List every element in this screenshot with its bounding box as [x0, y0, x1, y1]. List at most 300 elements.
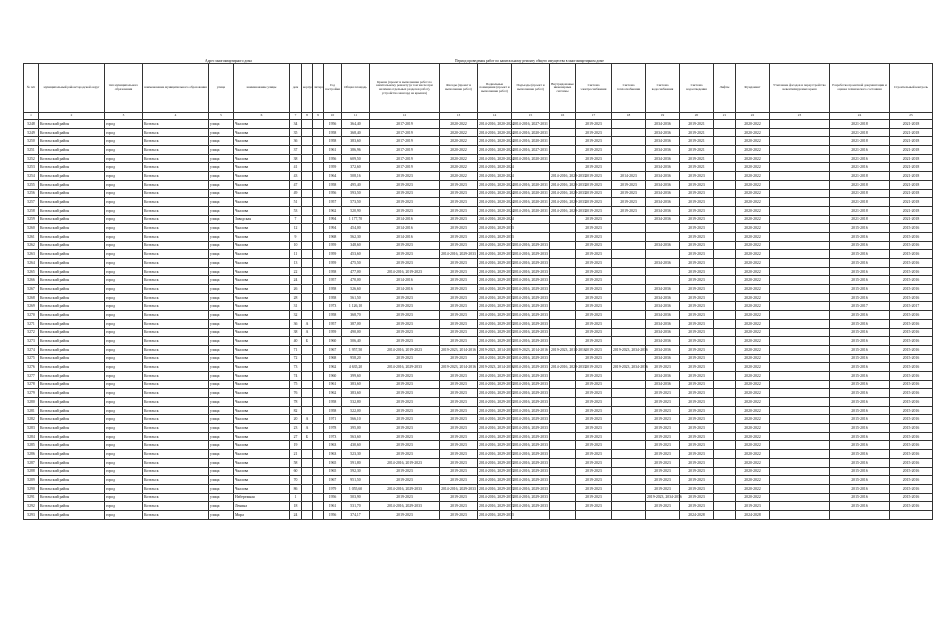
table-cell: 2020-2022 [736, 345, 770, 354]
table-cell: 372,60 [342, 163, 370, 172]
table-cell: 2014-2016, 2029-2033 [550, 180, 576, 189]
table-cell: Чкалова [234, 163, 290, 172]
table-cell: 2014-2016, 2029-2033 [512, 267, 550, 276]
table-cell [313, 450, 324, 459]
table-cell: 1956 [324, 154, 342, 163]
table-cell: 2019-2023 [370, 371, 440, 380]
table-cell: 2015-2016 [830, 484, 890, 493]
table-cell: 2020-2022 [736, 354, 770, 363]
table-row [24, 424, 933, 433]
table-cell: 2014-2016, 2029-2033 [478, 293, 512, 302]
table-cell [550, 510, 576, 519]
table-cell: Чкалова [234, 380, 290, 389]
table-cell [313, 389, 324, 398]
table-cell: 958,20 [342, 354, 370, 363]
table-cell: 2019-2023 [576, 345, 612, 354]
table-cell [770, 424, 830, 433]
table-cell: Козельский район [39, 493, 105, 502]
table-cell: 2019-2023 [440, 328, 478, 337]
table-cell: 2019-2023 [440, 389, 478, 398]
table-cell [313, 180, 324, 189]
table-cell: 2019-2023 [576, 476, 612, 485]
table-cell: 2019-2023 [680, 224, 714, 233]
table-cell: Чкалова [234, 389, 290, 398]
table-cell: 2019-2023, 2034-2036 [646, 493, 680, 502]
table-cell: 2015-2016 [890, 441, 933, 450]
table-cell: Козельск [143, 484, 209, 493]
table-cell: 2019-2021 [680, 128, 714, 137]
table-cell: город [105, 458, 143, 467]
table-cell: 2014-2016, 2029-2033 [550, 198, 576, 207]
table-cell: 2019-2023 [370, 510, 440, 519]
table-cell [770, 163, 830, 172]
table-cell [770, 328, 830, 337]
table-cell: 2014-2016, 2020-2031 [512, 206, 550, 215]
table-cell: 2014-2016, 2020-2024 [478, 206, 512, 215]
table-cell: 5292 [24, 502, 39, 511]
table-cell: Мира [234, 510, 290, 519]
table-cell: Козельск [143, 493, 209, 502]
table-cell: 2021-2016 [830, 146, 890, 155]
table-cell: 2019-2023 [370, 415, 440, 424]
table-row [24, 285, 933, 294]
table-cell: город [105, 128, 143, 137]
table-cell [714, 415, 736, 424]
table-cell: 2021-2018 [830, 198, 890, 207]
table-cell: 2019-2023, 2014-2016 [440, 363, 478, 372]
table-cell: Чкалова [234, 232, 290, 241]
table-row [24, 163, 933, 172]
column-number: 9 [313, 113, 324, 120]
table-cell [612, 337, 646, 346]
table-cell: 2014-2016, 2029-2033 [550, 172, 576, 181]
table-row [24, 337, 933, 346]
table-cell [302, 285, 313, 294]
table-cell: 2019-2023 [680, 189, 714, 198]
table-cell: 2014-2016, 2020-2031 [512, 154, 550, 163]
table-cell: 2034-2036 [646, 206, 680, 215]
table-cell: 5257 [24, 198, 39, 207]
table-cell: Чкалова [234, 259, 290, 268]
table-cell: 2019-2023, 2014-2016 [478, 345, 512, 354]
table-cell: улица [209, 285, 234, 294]
table-cell [550, 337, 576, 346]
table-cell: 2021-2018 [890, 198, 933, 207]
table-cell: город [105, 484, 143, 493]
table-cell: Козельский район [39, 224, 105, 233]
table-cell: 2014-2016, 2029-2033 [478, 319, 512, 328]
table-cell: 5256 [24, 189, 39, 198]
table-cell: 2021-2018 [830, 180, 890, 189]
table-cell [770, 146, 830, 155]
table-cell: 21 [290, 450, 302, 459]
table-cell: 2014-2016, 2027-2031 [512, 146, 550, 155]
table-cell: 2019-2023, 2014-2016 [550, 345, 576, 354]
column-number: 15 [512, 113, 550, 120]
table-cell: 2021-2018 [830, 172, 890, 181]
table-cell: Чкалова [234, 337, 290, 346]
table-cell: 2014-2016, 2029-2033 [478, 232, 512, 241]
table-cell: 1960 [324, 337, 342, 346]
table-cell: 2015-2016 [890, 458, 933, 467]
table-cell: 36 [290, 319, 302, 328]
table-cell: 2019-2023 [576, 224, 612, 233]
table-cell: Козельск [143, 450, 209, 459]
table-cell [770, 441, 830, 450]
table-cell: 2020-2022 [736, 311, 770, 320]
table-cell: 2014-2016, 2029-2033 [478, 458, 512, 467]
column-header: литера [313, 64, 324, 113]
table-cell: город [105, 267, 143, 276]
table-cell: 573,50 [342, 198, 370, 207]
table-cell: 2019-2023 [440, 302, 478, 311]
table-cell: Чкалова [234, 224, 290, 233]
table-cell [714, 328, 736, 337]
table-cell [770, 276, 830, 285]
table-cell [313, 476, 324, 485]
table-cell: 38 [290, 154, 302, 163]
table-cell: 348,60 [342, 241, 370, 250]
column-number: 11 [342, 113, 370, 120]
table-cell: 5285 [24, 441, 39, 450]
table-cell [550, 484, 576, 493]
table-cell: Козельский район [39, 232, 105, 241]
table-cell: 2015-2016 [830, 424, 890, 433]
table-cell: А [302, 319, 313, 328]
table-cell: 2020-2022 [736, 180, 770, 189]
table-cell: 1 177,70 [342, 215, 370, 224]
table-cell: 2020-2022 [736, 450, 770, 459]
table-cell: 2020-2022 [736, 467, 770, 476]
table-cell: улица [209, 458, 234, 467]
column-number: 21 [714, 113, 736, 120]
table-cell [770, 398, 830, 407]
table-cell: 2015-2016 [890, 241, 933, 250]
table-cell: 2014-2016, 2029-2033 [512, 432, 550, 441]
table-cell [302, 206, 313, 215]
table-cell: 2015-2016 [890, 276, 933, 285]
table-cell: 2015-2016 [890, 398, 933, 407]
table-row [24, 224, 933, 233]
table-cell: 2017-2019 [370, 128, 440, 137]
table-cell [302, 180, 313, 189]
table-cell: 2019-2023 [576, 441, 612, 450]
table-cell [714, 502, 736, 511]
table-cell: Козельский район [39, 180, 105, 189]
table-cell [313, 441, 324, 450]
table-cell: 86 [290, 484, 302, 493]
table-cell: Козельск [143, 137, 209, 146]
table-cell: 2019-2023 [576, 363, 612, 372]
table-cell [612, 215, 646, 224]
table-cell: 2015-2016 [890, 389, 933, 398]
table-cell: 2014-2016, 2029-2033 [512, 354, 550, 363]
table-cell: 2019-2023 [440, 467, 478, 476]
table-cell: 2019-2023 [370, 259, 440, 268]
table-cell: 2021-2018 [890, 128, 933, 137]
table-cell [714, 241, 736, 250]
table-cell: 5268 [24, 293, 39, 302]
table-cell: 1958 [324, 267, 342, 276]
table-cell: 2019-2023 [576, 276, 612, 285]
table-cell: 2014-2016, 2029-2033 [512, 484, 550, 493]
table-cell: 374,17 [342, 510, 370, 519]
table-cell: 2019-2023 [440, 311, 478, 320]
table-cell [770, 128, 830, 137]
table-cell: 1956 [324, 493, 342, 502]
table-cell: Чкалова [234, 371, 290, 380]
table-cell: 1957 [324, 198, 342, 207]
table-cell: 5279 [24, 389, 39, 398]
table-cell [550, 224, 576, 233]
table-cell: Козельск [143, 424, 209, 433]
table-cell [830, 510, 890, 519]
table-cell [612, 146, 646, 155]
table-cell: Козельск [143, 241, 209, 250]
table-cell: 531,70 [342, 502, 370, 511]
table-cell: 2015-2016 [890, 484, 933, 493]
table-cell: А [302, 328, 313, 337]
table-cell: 2019-2023 [576, 424, 612, 433]
table-cell [612, 502, 646, 511]
table-cell: 2015-2016 [890, 345, 933, 354]
table-cell [302, 302, 313, 311]
table-cell: 2019-2023 [576, 302, 612, 311]
table-cell: 2019-2023 [440, 337, 478, 346]
table-cell: 2019-2023 [370, 311, 440, 320]
table-cell [302, 120, 313, 129]
table-cell [770, 406, 830, 415]
table-cell: 5290 [24, 484, 39, 493]
table-cell: 2020-2022 [736, 128, 770, 137]
table-cell: Козельск [143, 398, 209, 407]
table-cell [313, 415, 324, 424]
table-cell: улица [209, 476, 234, 485]
table-cell: 2020-2022 [440, 137, 478, 146]
table-cell: город [105, 380, 143, 389]
table-cell [302, 198, 313, 207]
table-cell [714, 146, 736, 155]
table-cell: 2014-2016, 2029-2033 [478, 484, 512, 493]
column-number: 17 [576, 113, 612, 120]
table-cell: 2021-2018 [890, 189, 933, 198]
table-cell: 2019-2023 [680, 424, 714, 433]
table-cell: 2020-2022 [736, 215, 770, 224]
table-cell: 2014-2016, 2020-2024 [478, 215, 512, 224]
column-header: № п/п [24, 64, 39, 113]
table-cell: 2019-2023 [576, 450, 612, 459]
table-cell: А [302, 415, 313, 424]
table-cell: 2034-2036 [646, 345, 680, 354]
table-row [24, 493, 933, 502]
table-cell: 37 [290, 146, 302, 155]
table-cell [313, 120, 324, 129]
table-cell: 2019-2023 [680, 406, 714, 415]
table-cell: улица [209, 180, 234, 189]
table-cell: город [105, 189, 143, 198]
table-cell: 2020-2022 [736, 441, 770, 450]
column-header: Система водоотведения [680, 64, 714, 113]
table-cell: Козельск [143, 337, 209, 346]
table-cell [714, 441, 736, 450]
table-cell [313, 328, 324, 337]
table-cell: Козельский район [39, 198, 105, 207]
table-cell: 2019-2023 [680, 502, 714, 511]
table-cell: 2034-2036 [646, 354, 680, 363]
table-cell: 2019-2023 [440, 276, 478, 285]
table-cell: Козельский район [39, 510, 105, 519]
table-cell: 2034-2036 [646, 319, 680, 328]
table-cell: 2014-2016, 2029-2033 [512, 450, 550, 459]
table-cell: Козельский район [39, 502, 105, 511]
table-cell: 2017-2019 [370, 137, 440, 146]
table-cell: Козельск [143, 120, 209, 129]
table-cell: город [105, 354, 143, 363]
table-cell: улица [209, 154, 234, 163]
table-cell: 2019-2023 [680, 476, 714, 485]
table-cell [550, 467, 576, 476]
table-cell [313, 458, 324, 467]
table-cell: 2019-2023 [646, 484, 680, 493]
table-cell [302, 354, 313, 363]
table-cell: 2019-2023, 2014-2016 [512, 345, 550, 354]
table-cell [313, 406, 324, 415]
table-cell: Козельск [143, 432, 209, 441]
table-cell: 506,40 [342, 337, 370, 346]
table-cell: 2019-2023 [646, 398, 680, 407]
table-cell: 2014-2016, 2020-2024 [478, 189, 512, 198]
table-cell: 2019-2021 [680, 146, 714, 155]
table-cell: 2019-2023 [370, 198, 440, 207]
table-cell: 2019-2023 [370, 206, 440, 215]
table-cell [612, 371, 646, 380]
table-cell [714, 467, 736, 476]
table-cell: Чкалова [234, 241, 290, 250]
table-cell: 2020-2022 [736, 172, 770, 181]
table-cell [313, 345, 324, 354]
table-cell: 2019-2021 [680, 137, 714, 146]
table-cell [550, 232, 576, 241]
table-cell [313, 302, 324, 311]
table-cell: Чкалова [234, 293, 290, 302]
table-cell: Козельск [143, 180, 209, 189]
table-cell: 5262 [24, 241, 39, 250]
table-cell: 1994 [324, 224, 342, 233]
table-cell: 2020-2022 [736, 476, 770, 485]
table-cell [302, 467, 313, 476]
table-cell: 2019-2023 [646, 476, 680, 485]
table-cell: 2015-2016 [830, 241, 890, 250]
table-cell [770, 389, 830, 398]
table-cell: 60 [290, 467, 302, 476]
table-cell: 2019-2023 [576, 371, 612, 380]
table-cell: 1958 [324, 128, 342, 137]
table-cell: город [105, 432, 143, 441]
table-cell: Козельский район [39, 371, 105, 380]
table-cell: Козельский район [39, 345, 105, 354]
table-cell: улица [209, 137, 234, 146]
table-cell [770, 302, 830, 311]
table-cell: 2014-2016, 2020-2031 [512, 180, 550, 189]
table-cell: 1964 [324, 172, 342, 181]
table-cell: 2019-2023 [576, 337, 612, 346]
table-cell: 503,90 [342, 493, 370, 502]
table-cell: Козельский район [39, 163, 105, 172]
table-cell: 19 [290, 441, 302, 450]
column-number: 10 [324, 113, 342, 120]
table-row [24, 146, 933, 155]
table-cell: улица [209, 311, 234, 320]
table-cell: улица [209, 371, 234, 380]
table-cell [313, 467, 324, 476]
table-cell [302, 224, 313, 233]
table-cell: 2015-2016 [830, 232, 890, 241]
table-cell [612, 406, 646, 415]
table-cell: 2014-2016, 2029-2033 [512, 389, 550, 398]
table-cell: улица [209, 441, 234, 450]
table-cell: улица [209, 389, 234, 398]
table-cell: 2019-2023 [440, 189, 478, 198]
table-cell: Козельск [143, 215, 209, 224]
table-cell: Козельск [143, 467, 209, 476]
table-cell: 2014-2016 [370, 232, 440, 241]
table-cell [714, 259, 736, 268]
table-cell: 2019-2023 [440, 406, 478, 415]
table-row [24, 241, 933, 250]
table-cell [313, 293, 324, 302]
table-cell: 2014-2016 [370, 224, 440, 233]
table-cell: 2019-2023 [576, 259, 612, 268]
table-cell [714, 267, 736, 276]
table-cell [770, 502, 830, 511]
table-cell: 2019-2023 [440, 285, 478, 294]
table-cell: 2019-2023 [680, 432, 714, 441]
table-cell: 1965 [324, 467, 342, 476]
table-cell: 2019-2023 [576, 502, 612, 511]
table-cell: 2019-2023 [576, 189, 612, 198]
table-cell: 2019-2023 [440, 241, 478, 250]
table-cell [550, 311, 576, 320]
table-cell [770, 285, 830, 294]
table-cell: 1958 [324, 293, 342, 302]
table-cell: 2015-2016 [830, 415, 890, 424]
table-cell: Козельский район [39, 476, 105, 485]
table-cell: 2015-2016 [890, 380, 933, 389]
table-cell [770, 259, 830, 268]
table-cell: 43 [290, 172, 302, 181]
table-cell [313, 285, 324, 294]
table-cell [714, 424, 736, 433]
table-cell: 51 [290, 198, 302, 207]
table-cell: 2020-2022 [736, 398, 770, 407]
table-cell: 2020-2022 [736, 415, 770, 424]
table-cell: 2014-2016, 2029-2033 [550, 189, 576, 198]
table-cell: 2014-2016, 2029-2033 [512, 311, 550, 320]
table-cell: Козельск [143, 363, 209, 372]
table-cell: 2019-2023 [680, 441, 714, 450]
table-cell [770, 224, 830, 233]
table-cell: 2019-2023, 2014-2016 [478, 363, 512, 372]
table-cell: улица [209, 224, 234, 233]
table-cell: улица [209, 232, 234, 241]
table-cell [313, 250, 324, 259]
table-cell: 5255 [24, 180, 39, 189]
table-cell [302, 259, 313, 268]
table-cell: 1963 [324, 441, 342, 450]
table-cell: 5287 [24, 458, 39, 467]
table-cell: 2014-2016, 2029-2033 [512, 441, 550, 450]
table-cell: Козельский район [39, 380, 105, 389]
